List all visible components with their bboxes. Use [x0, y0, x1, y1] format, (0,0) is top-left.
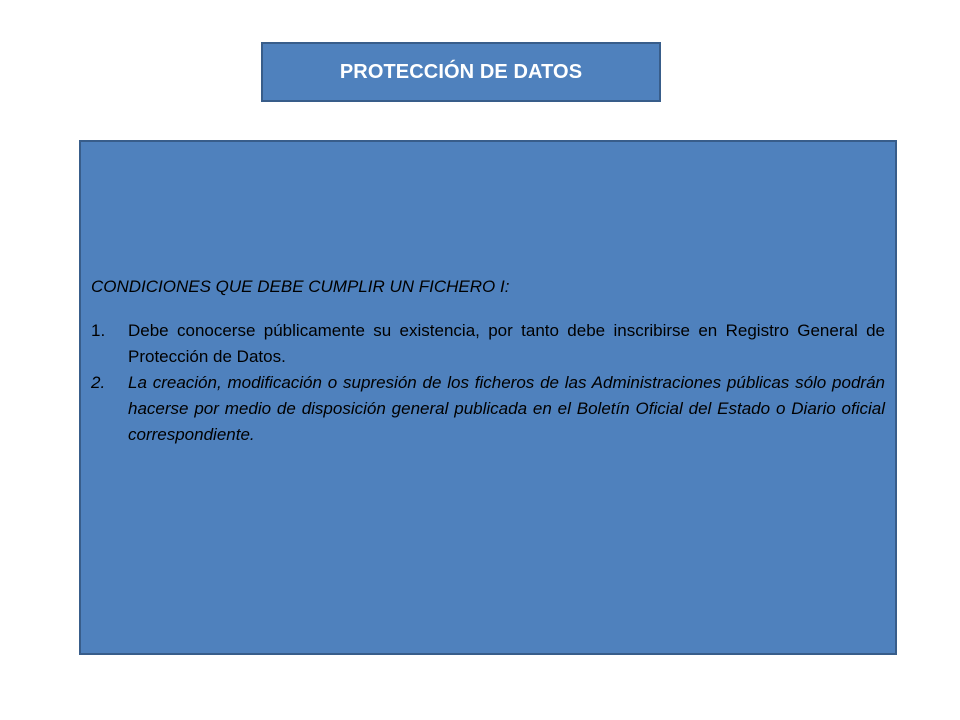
list-item	[91, 318, 885, 370]
content-text-area	[91, 274, 885, 448]
list-item-number: 2.	[91, 373, 106, 392]
list-item	[91, 370, 885, 448]
section-heading: CONDICIONES QUE DEBE CUMPLIR UN FICHERO I:	[91, 277, 510, 296]
title-box	[261, 42, 661, 102]
list-item-number: 1.	[91, 321, 106, 340]
list-item-text: Debe conocerse públicamente su existencia, por tanto debe inscribirse en Registro General de Protección de Datos.	[128, 321, 885, 366]
list-item-text: La creación, modificación o supresión de los ficheros de las Administraciones públicas sólo podrán hacerse por medio de disposición general publicada en el Boletín Oficial del Estado o Diario oficial correspondiente.	[128, 373, 885, 444]
conditions-list	[91, 318, 885, 448]
slide-title: PROTECCIÓN DE DATOS	[339, 60, 583, 83]
content-box	[79, 140, 897, 655]
